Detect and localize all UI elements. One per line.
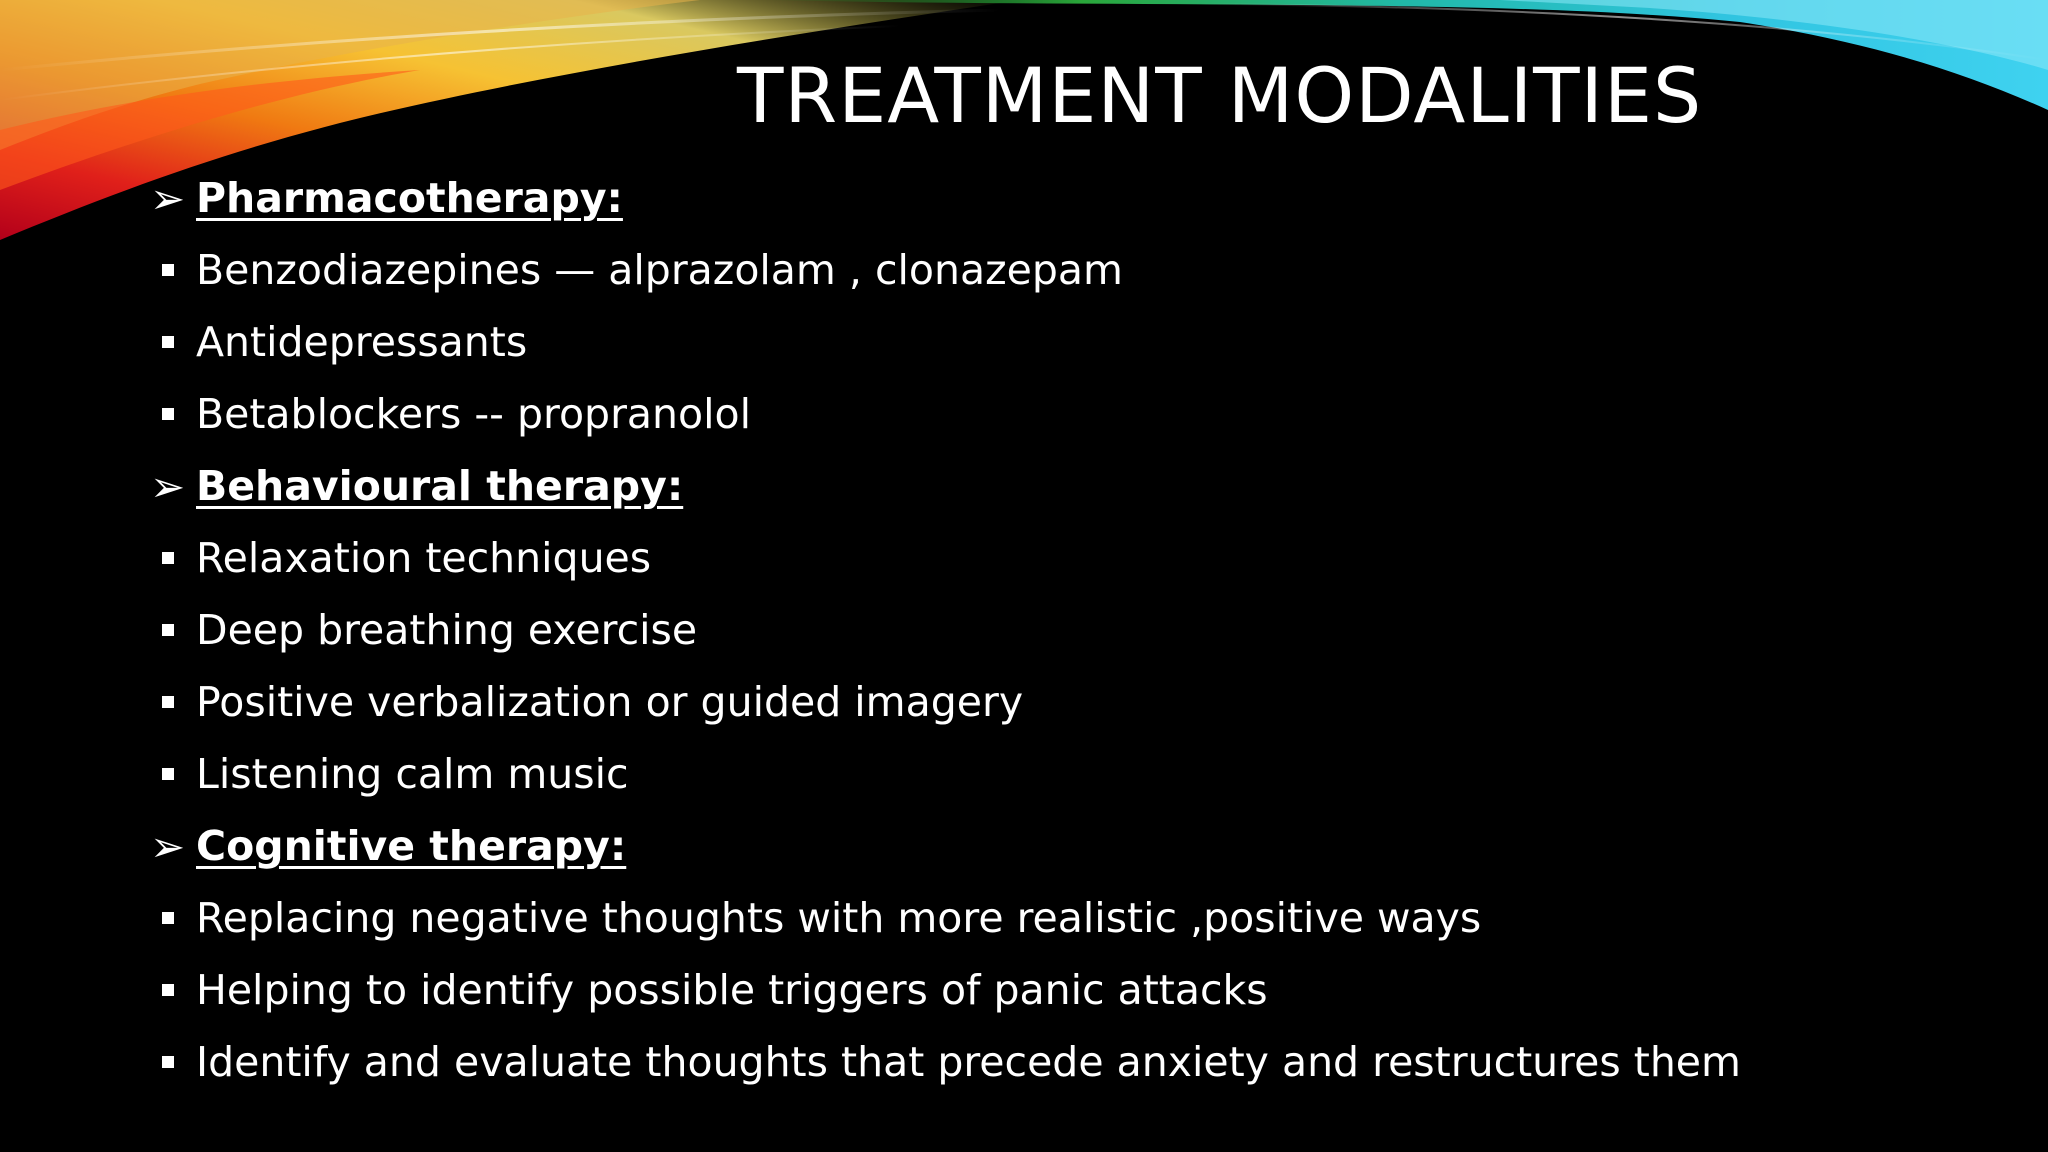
list-item	[150, 1026, 2010, 1098]
square-bullet-icon	[150, 768, 196, 780]
list-item-text: Betablockers -- propranolol	[196, 390, 751, 438]
arrow-bullet-icon: ➢	[150, 173, 186, 223]
list-item	[150, 666, 2010, 738]
list-item-text: Positive verbalization or guided imagery	[196, 678, 1024, 726]
list-item-text: Deep breathing exercise	[196, 606, 698, 654]
slide-content	[150, 162, 2010, 1098]
section-heading-text: Cognitive therapy:	[196, 822, 627, 870]
square-bullet-icon	[150, 1056, 196, 1068]
arrow-bullet-icon: ➢	[150, 821, 186, 871]
arrow-bullet-icon: ➢	[150, 461, 186, 511]
list-item	[150, 954, 2010, 1026]
section-heading-behavioural-therapy	[150, 450, 2010, 522]
square-bullet-icon	[150, 336, 196, 348]
list-item	[150, 882, 2010, 954]
list-item	[150, 738, 2010, 810]
list-item	[150, 522, 2010, 594]
list-item	[150, 378, 2010, 450]
slide-title: TREATMENT MODALITIES	[737, 51, 1703, 140]
list-item	[150, 306, 2010, 378]
section-heading-cognitive-therapy	[150, 810, 2010, 882]
square-bullet-icon	[150, 912, 196, 924]
list-item	[150, 594, 2010, 666]
square-bullet-icon	[150, 408, 196, 420]
list-item-text: Replacing negative thoughts with more realistic ,positive ways	[196, 894, 1482, 942]
list-item-text: Listening calm music	[196, 750, 629, 798]
section-heading-pharmacotherapy	[150, 162, 2010, 234]
square-bullet-icon	[150, 264, 196, 276]
square-bullet-icon	[150, 984, 196, 996]
list-item-text: Relaxation techniques	[196, 534, 652, 582]
square-bullet-icon	[150, 552, 196, 564]
list-item	[150, 234, 2010, 306]
list-item-text: Benzodiazepines — alprazolam , clonazepam	[196, 246, 1123, 294]
list-item-text: Helping to identify possible triggers of panic attacks	[196, 966, 1268, 1014]
square-bullet-icon	[150, 624, 196, 636]
section-heading-text: Behavioural therapy:	[196, 462, 684, 510]
square-bullet-icon	[150, 696, 196, 708]
section-heading-text: Pharmacotherapy:	[196, 174, 623, 222]
list-item-text: Antidepressants	[196, 318, 528, 366]
list-item-text: Identify and evaluate thoughts that precede anxiety and restructures them	[196, 1038, 1741, 1086]
